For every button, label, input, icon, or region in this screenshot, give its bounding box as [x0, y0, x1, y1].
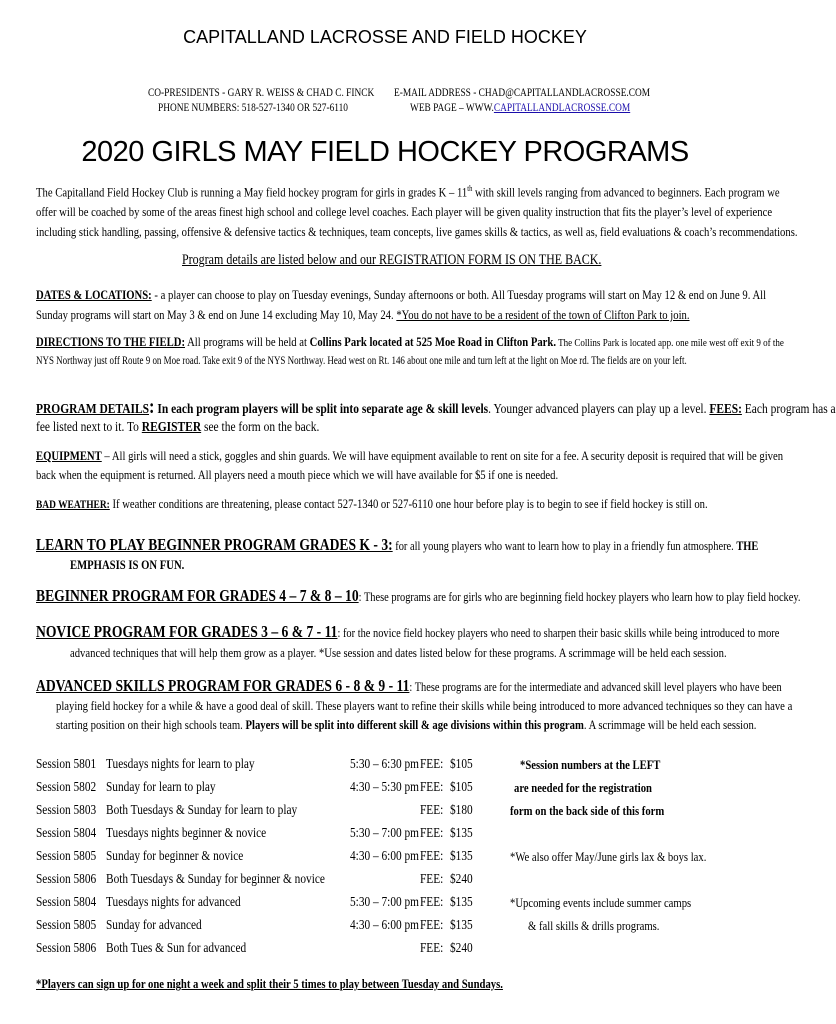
- session-fee: $240: [450, 871, 473, 886]
- directions-label: DIRECTIONS TO THE FIELD:: [36, 334, 185, 349]
- bad-weather-label: BAD WEATHER:: [36, 499, 110, 511]
- fee-label: FEE:: [420, 871, 444, 886]
- session-fee: $180: [450, 802, 473, 817]
- fee-label: FEE:: [420, 825, 444, 840]
- session-id: Session 5806: [36, 940, 97, 955]
- org-title: CAPITALLAND LACROSSE AND FIELD HOCKEY: [183, 27, 587, 47]
- session-fee: $135: [450, 825, 473, 840]
- session-desc: Tuesdays nights beginner & novice: [106, 825, 267, 840]
- advanced-line-2: playing field hockey for a while & have a good deal of skill. These players want to refine their skills while being introduced to more advanced techniques so they can have a: [56, 698, 793, 713]
- fee-label: FEE:: [420, 756, 444, 771]
- novice-line-2: advanced techniques that will help them grow as a player. *Use session and dates listed below for these programs. A scrimmage will be held each session.: [70, 645, 727, 660]
- session-desc: Sunday for beginner & novice: [106, 848, 244, 863]
- session-fee: $105: [450, 779, 473, 794]
- side-note-2: are needed for the registration: [514, 780, 652, 795]
- session-id: Session 5806: [36, 871, 97, 886]
- beginner-line: BEGINNER PROGRAM FOR GRADES 4 – 7 & 8 – 10: These programs are for girls who are beginning field hockey players who learn how to play field hockey.: [36, 586, 801, 605]
- beginner-label: BEGINNER PROGRAM FOR GRADES 4 – 7 & 8 – 10: [36, 586, 359, 605]
- session-time: 4:30 – 6:00 pm: [350, 848, 419, 863]
- fee-label: FEE:: [420, 917, 444, 932]
- equipment-label: EQUIPMENT: [36, 448, 102, 463]
- session-time: 5:30 – 6:30 pm: [350, 756, 419, 771]
- fee-label: FEE:: [420, 894, 444, 909]
- session-desc: Sunday for advanced: [106, 917, 202, 932]
- dates-line-1: DATES & LOCATIONS: - a player can choose to play on Tuesday evenings, Sunday afternoons or both. All Tuesday programs will start on May 12 & end on June 9. All: [36, 287, 767, 302]
- learn-to-play-label: LEARN TO PLAY BEGINNER PROGRAM GRADES K - 3:: [36, 535, 393, 554]
- novice-line-1: NOVICE PROGRAM FOR GRADES 3 – 6 & 7 - 11: for the novice field hockey players who need to sharpen their basic skills while being introduced to more: [36, 622, 780, 641]
- learn-to-play-line-2: EMPHASIS IS ON FUN.: [70, 557, 185, 572]
- dates-line-2: Sunday programs will start on May 3 & end on June 14 excluding May 10, May 24. *You do not have to be a resident of the town of Clifton Park to join.: [36, 307, 690, 322]
- side-note-4: *We also offer May/June girls lax & boys lax.: [510, 849, 707, 864]
- dates-label: DATES & LOCATIONS:: [36, 287, 152, 302]
- footer-note: *Players can sign up for one night a week and split their 5 times to play between Tuesday and Sundays.: [36, 976, 503, 991]
- fee-label: FEE:: [420, 940, 444, 955]
- session-desc: Tuesdays nights for learn to play: [106, 756, 255, 771]
- registration-note: Program details are listed below and our REGISTRATION FORM IS ON THE BACK.: [182, 252, 602, 268]
- intro-line-2: offer will be coached by some of the areas finest high school and college level coaches. Each player will be given quality instruction that fits the player’s level of experience: [36, 204, 773, 219]
- session-fee: $240: [450, 940, 473, 955]
- session-desc: Sunday for learn to play: [106, 779, 216, 794]
- session-fee: $105: [450, 756, 473, 771]
- intro-line-1: The Capitalland Field Hockey Club is running a May field hockey program for girls in grades K – 11th with skill levels ranging from advanced to beginners. Each program we: [36, 184, 780, 200]
- bad-weather-line: BAD WEATHER: If weather conditions are threatening, please contact 527-1340 or 527-6110 one hour before play is to begin to see if field hockey is still on.: [36, 496, 708, 511]
- directions-line-1: DIRECTIONS TO THE FIELD: All programs will be held at Collins Park located at 525 Moe Road in Clifton Park. The Collins Park is located app. one mile west off exit 9 of the: [36, 334, 784, 349]
- session-time: 5:30 – 7:00 pm: [350, 825, 419, 840]
- advanced-label: ADVANCED SKILLS PROGRAM FOR GRADES 6 - 8 & 9 - 11: [36, 676, 410, 695]
- session-id: Session 5804: [36, 894, 97, 909]
- intro-line-3: including stick handling, passing, offensive & defensive tactics & techniques, team concepts, live games skills & tactics, as well as, field evaluations & coach’s recommendations.: [36, 224, 798, 239]
- advanced-line-1: ADVANCED SKILLS PROGRAM FOR GRADES 6 - 8 & 9 - 11: These programs are for the intermediate and advanced skill level players who have been: [36, 676, 782, 695]
- session-fee: $135: [450, 894, 473, 909]
- side-note-5: *Upcoming events include summer camps: [510, 895, 692, 910]
- session-desc: Both Tuesdays & Sunday for learn to play: [106, 802, 298, 817]
- session-id: Session 5805: [36, 848, 97, 863]
- session-id: Session 5801: [36, 756, 97, 771]
- program-details-line-2: fee listed next to it. To REGISTER see the form on the back.: [36, 420, 320, 435]
- directions-line-2: NYS Northway just off Route 9 on Moe road. Take exit 9 of the NYS Northway. Head west on Rt. 146 about one mile and turn left at the light on Moe rd. The fields are on your left.: [36, 355, 687, 367]
- session-time: 4:30 – 6:00 pm: [350, 917, 419, 932]
- web-link[interactable]: CAPITALLANDLACROSSE.COM: [493, 100, 631, 114]
- learn-to-play-line-1: LEARN TO PLAY BEGINNER PROGRAM GRADES K - 3: for all young players who want to learn how to play in a friendly fun atmosphere. THE: [36, 535, 759, 554]
- session-desc: Both Tuesdays & Sunday for beginner & novice: [106, 871, 325, 886]
- phone-numbers: PHONE NUMBERS: 518-527-1340 OR 527-6110: [158, 100, 348, 114]
- side-note-6: & fall skills & drills programs.: [528, 918, 660, 933]
- fee-label: FEE:: [420, 802, 444, 817]
- session-fee: $135: [450, 917, 473, 932]
- advanced-line-3: starting position on their high schools team. Players will be split into different skill & age divisions within this program. A scrimmage will be held each session.: [56, 717, 757, 732]
- side-note-3: form on the back side of this form: [510, 803, 665, 818]
- session-fee: $135: [450, 848, 473, 863]
- web-page: WEB PAGE – WWW.CAPITALLANDLACROSSE.COM: [410, 100, 631, 114]
- session-desc: Tuesdays nights for advanced: [106, 894, 241, 909]
- session-time: 4:30 – 5:30 pm: [350, 779, 419, 794]
- program-details-label: PROGRAM DETAILS: [36, 402, 150, 417]
- page-title: 2020 GIRLS MAY FIELD HOCKEY PROGRAMS: [81, 136, 689, 168]
- side-note-1: *Session numbers at the LEFT: [520, 757, 661, 772]
- fee-label: FEE:: [420, 779, 444, 794]
- novice-label: NOVICE PROGRAM FOR GRADES 3 – 6 & 7 - 11: [36, 622, 338, 641]
- session-id: Session 5802: [36, 779, 97, 794]
- equipment-line-1: EQUIPMENT – All girls will need a stick, goggles and shin guards. We will have equipment available to rent on site for a fee. A security deposit is required that will be given: [36, 448, 784, 463]
- session-id: Session 5803: [36, 802, 97, 817]
- session-time: 5:30 – 7:00 pm: [350, 894, 419, 909]
- session-id: Session 5804: [36, 825, 97, 840]
- email-address: E-MAIL ADDRESS - CHAD@CAPITALLANDLACROSSE.COM: [394, 85, 651, 99]
- program-details-line-1: PROGRAM DETAILS: In each program players will be split into separate age & skill levels. Younger advanced players can play up a level. FEES: Each program has a: [36, 396, 836, 418]
- session-id: Session 5805: [36, 917, 97, 932]
- session-desc: Both Tues & Sun for advanced: [106, 940, 247, 955]
- fee-label: FEE:: [420, 848, 444, 863]
- co-presidents: CO-PRESIDENTS - GARY R. WEISS & CHAD C. FINCK: [148, 85, 375, 99]
- equipment-line-2: back when the equipment is returned. All players need a mouth piece which we will have available for $5 if one is needed.: [36, 467, 559, 482]
